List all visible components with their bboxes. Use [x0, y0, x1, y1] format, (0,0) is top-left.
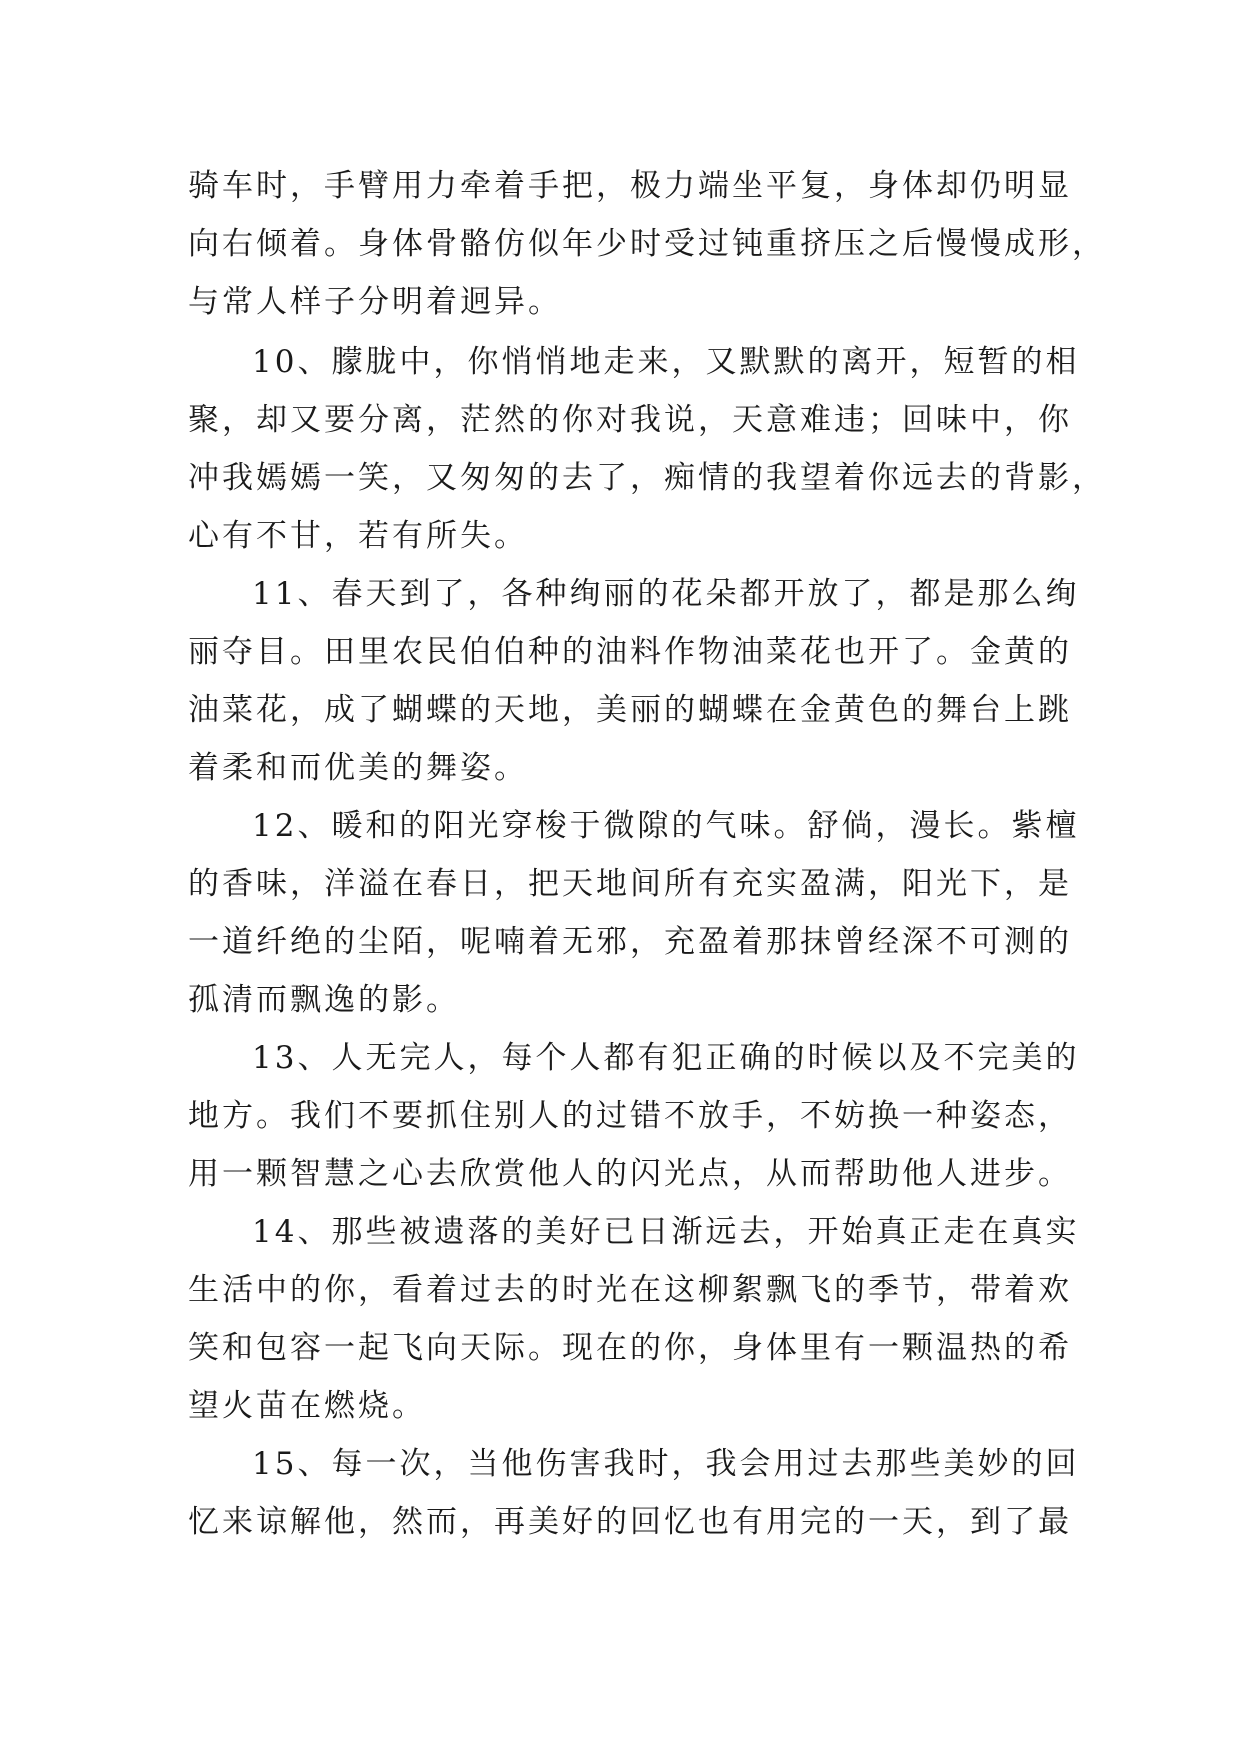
text-line: 孤清而飘逸的影。 — [188, 982, 460, 1018]
text-line: 油菜花，成了蝴蝶的天地，美丽的蝴蝶在金黄色的舞台上跳 — [188, 692, 1072, 728]
text-line: 心有不甘，若有所失。 — [188, 518, 528, 554]
text-line: 着柔和而优美的舞姿。 — [188, 750, 528, 786]
text-line: 望火苗在燃烧。 — [188, 1388, 426, 1424]
paragraph-13-first-line: 13、人无完人，每个人都有犯正确的时候以及不完美的 — [252, 1040, 1080, 1076]
text-line: 忆来谅解他，然而，再美好的回忆也有用完的一天，到了最 — [188, 1504, 1072, 1540]
text-line: 聚，却又要分离，茫然的你对我说，天意难违；回味中，你 — [188, 402, 1072, 438]
paragraph-12-first-line: 12、暖和的阳光穿梭于微隙的气味。舒倘，漫长。紫檀 — [252, 808, 1080, 844]
paragraph-15-first-line: 15、每一次，当他伤害我时，我会用过去那些美妙的回 — [252, 1446, 1080, 1482]
text-line: 冲我嫣嫣一笑，又匆匆的去了，痴情的我望着你远去的背影， — [188, 460, 1106, 496]
text-line: 生活中的你，看着过去的时光在这柳絮飘飞的季节，带着欢 — [188, 1272, 1072, 1308]
text-line: 与常人样子分明着迥异。 — [188, 284, 562, 320]
paragraph-10-first-line: 10、朦胧中，你悄悄地走来，又默默的离开，短暂的相 — [252, 344, 1080, 380]
text-line: 骑车时，手臂用力牵着手把，极力端坐平复，身体却仍明显 — [188, 168, 1072, 204]
text-line: 笑和包容一起飞向天际。现在的你，身体里有一颗温热的希 — [188, 1330, 1072, 1366]
text-line: 的香味，洋溢在春日，把天地间所有充实盈满，阳光下，是 — [188, 866, 1072, 902]
text-line: 地方。我们不要抓住别人的过错不放手，不妨换一种姿态， — [188, 1098, 1072, 1134]
text-line: 丽夺目。田里农民伯伯种的油料作物油菜花也开了。金黄的 — [188, 634, 1072, 670]
text-line: 向右倾着。身体骨骼仿似年少时受过钝重挤压之后慢慢成形， — [188, 226, 1106, 262]
text-line: 一道纤绝的尘陌，呢喃着无邪，充盈着那抹曾经深不可测的 — [188, 924, 1072, 960]
text-line: 用一颗智慧之心去欣赏他人的闪光点，从而帮助他人进步。 — [188, 1156, 1072, 1192]
paragraph-14-first-line: 14、那些被遗落的美好已日渐远去，开始真正走在真实 — [252, 1214, 1080, 1250]
paragraph-11-first-line: 11、春天到了，各种绚丽的花朵都开放了，都是那么绚 — [252, 576, 1080, 612]
